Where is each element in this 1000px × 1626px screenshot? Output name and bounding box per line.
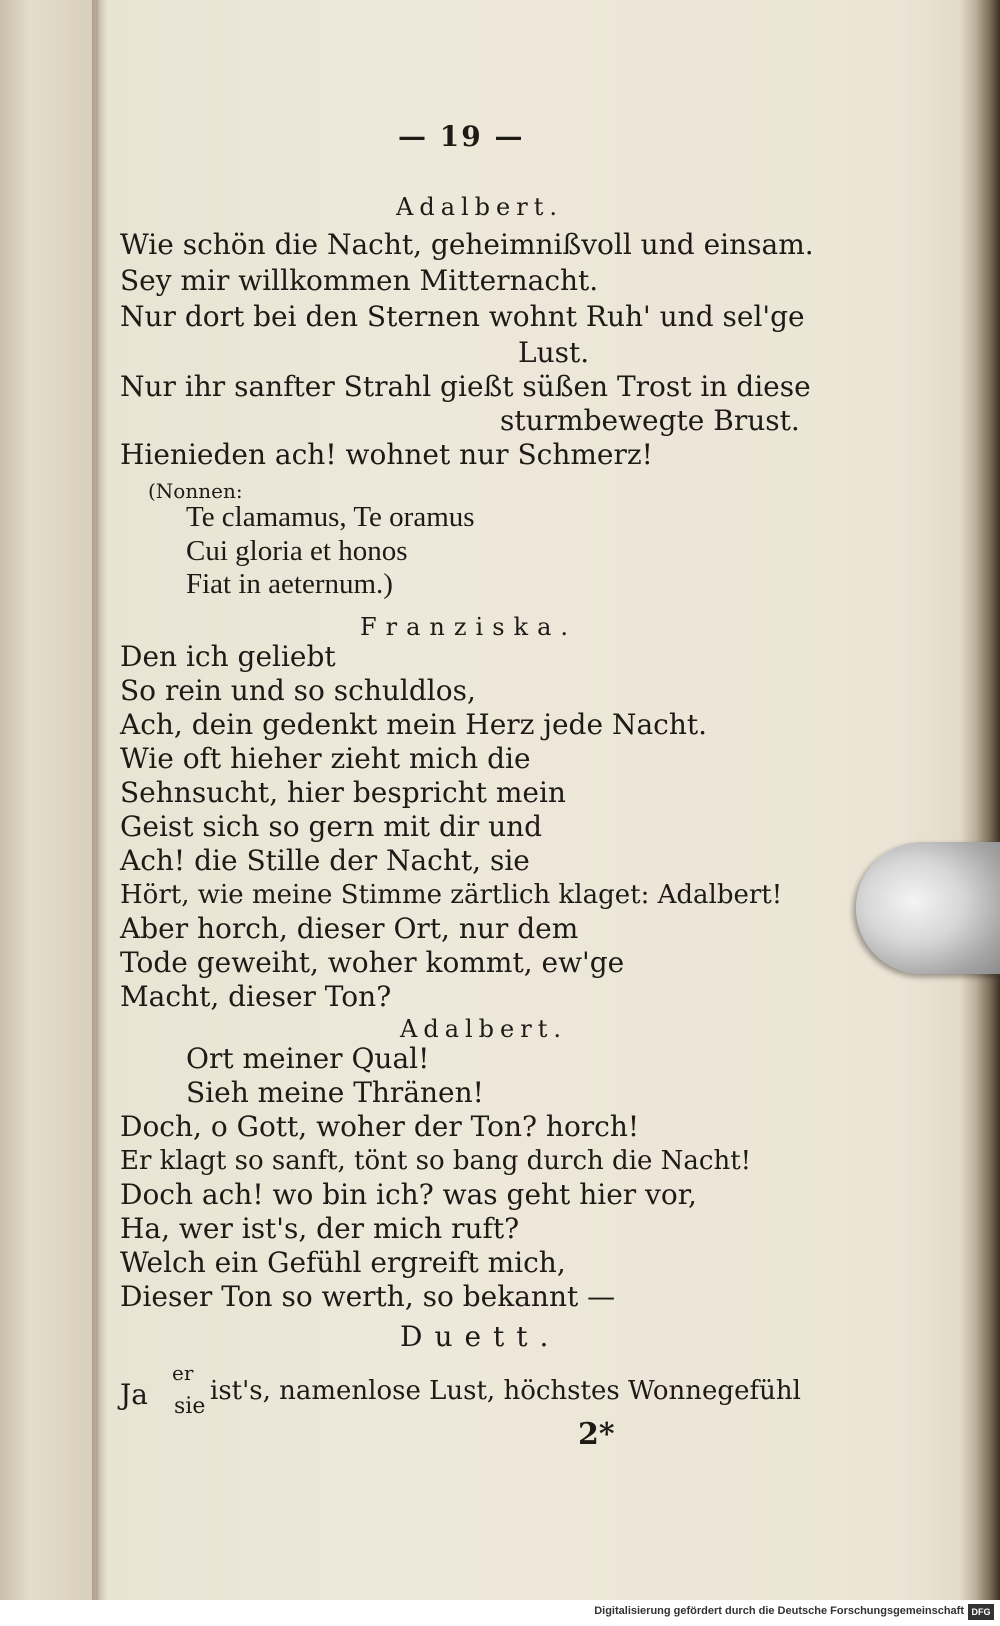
verse-line: Nur dort bei den Sternen wohnt Ruh' und sel'ge	[120, 300, 805, 333]
signature-mark: 2*	[578, 1417, 615, 1452]
latin-line: Te clamamus, Te oramus	[186, 501, 475, 533]
duett-first-word: Ja	[120, 1378, 148, 1411]
stage-direction-nonnen: (Nonnen:	[148, 479, 243, 503]
verse-line: Doch ach! wo bin ich? was geht hier vor,	[120, 1178, 697, 1211]
verse-line: Welch ein Gefühl ergreift mich,	[120, 1246, 566, 1279]
verse-line: Ach, dein gedenkt mein Herz jede Nacht.	[120, 708, 708, 741]
digitization-footer	[0, 1600, 1000, 1626]
verse-line: Sehnsucht, hier bespricht mein	[120, 776, 566, 809]
variant-over: er	[172, 1361, 194, 1385]
verse-line: Sieh meine Thränen!	[186, 1076, 484, 1109]
verse-line: Den ich geliebt	[120, 640, 336, 673]
verse-line: Macht, dieser Ton?	[120, 980, 392, 1013]
verse-line: Hienieden ach! wohnet nur Schmerz!	[120, 438, 653, 471]
verse-line: Doch, o Gott, woher der Ton? horch!	[120, 1110, 640, 1143]
verse-line: Ach! die Stille der Nacht, sie	[120, 844, 530, 877]
speaker-franziska: Franziska.	[360, 613, 578, 641]
verse-line: Ort meiner Qual!	[186, 1042, 430, 1075]
verse-line: sturmbewegte Brust.	[500, 404, 800, 437]
duett-heading: Duett.	[400, 1320, 561, 1353]
dfg-logo: DFG	[968, 1604, 994, 1620]
latin-line: Fiat in aeternum.)	[186, 568, 393, 600]
verse-line: Dieser Ton so werth, so bekannt —	[120, 1280, 616, 1313]
verse-line: Nur ihr sanfter Strahl gießt süßen Trost in diese	[120, 370, 811, 403]
verse-line: Er klagt so sanft, tönt so bang durch die Nacht!	[120, 1146, 752, 1176]
page-clip	[856, 842, 1000, 974]
verse-line: Sey mir willkommen Mitternacht.	[120, 264, 599, 297]
speaker-adalbert: Adalbert.	[396, 193, 563, 221]
verse-line: Geist sich so gern mit dir und	[120, 810, 543, 843]
verse-line: Ha, wer ist's, der mich ruft?	[120, 1212, 520, 1245]
verse-line: Tode geweiht, woher kommt, ew'ge	[120, 946, 625, 979]
page-text-block	[100, 0, 980, 1600]
verse-line: Aber horch, dieser Ort, nur dem	[120, 912, 579, 945]
variant-under: sie	[174, 1394, 206, 1419]
latin-line: Cui gloria et honos	[186, 535, 408, 567]
verse-line: ist's, namenlose Lust, höchstes Wonnegefühl	[210, 1376, 801, 1406]
verse-line: So rein und so schuldlos,	[120, 674, 476, 707]
verse-line: Hört, wie meine Stimme zärtlich klaget: Adalbert!	[120, 880, 783, 910]
funding-note: Digitalisierung gefördert durch die Deutsche Forschungsgemeinschaft	[594, 1605, 964, 1617]
verse-line: Wie oft hieher zieht mich die	[120, 742, 531, 775]
facing-page-edge	[0, 0, 96, 1600]
speaker-adalbert: Adalbert.	[400, 1015, 567, 1043]
verse-line: Wie schön die Nacht, geheimnißvoll und einsam.	[120, 228, 814, 261]
verse-line: Lust.	[518, 336, 590, 369]
page-number: — 19 —	[398, 120, 525, 153]
